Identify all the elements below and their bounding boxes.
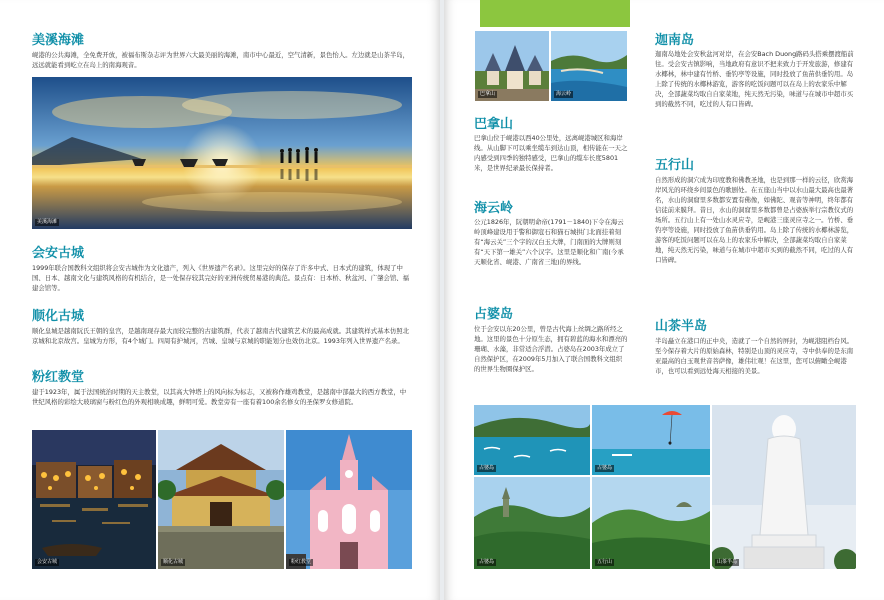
hai-van-pass-photo: [551, 31, 627, 101]
section-body-son-tra: 半岛矗立在港口的正中央，造就了一个自然的屏封，为岘港阻档台风。至今保存着大片的原始森林，特别是山顶的灵应寺，寺中供奉的是东南亚最高的白玉观世音菩萨像，雄伟壮观！在这里，您可以俯瞰全岘港市，也可以看到远处海天相接的美景。: [655, 337, 854, 375]
section-title-hoian: 会安古城: [32, 246, 85, 261]
section-body-meixi-beach: 岘港的公共海滩，全免费开放，被福布斯杂志评为世界六大最美丽的海滩，南市中心最近，空气清新，景色怡人。左边就是山茶半岛，远远就能看到屹立在岛上的南海观音。: [32, 51, 410, 69]
accent-bar: [480, 0, 630, 27]
section-title-cam-thanh: 迦南岛: [655, 33, 695, 48]
son-tra-caption: 山茶半岛: [717, 559, 738, 565]
meixi-beach-photo: [32, 77, 412, 229]
section-title-son-tra: 山茶半岛: [655, 319, 708, 334]
section-body-hue: 顺化皇城是越南阮氏王朝的皇宫，是越南现存最大而较完整的古建筑群，代表了越南古代建筑艺术的最高成就。其建筑样式基本仿照北京城和北京故宫。皇城为方形，有4个城门。四周有护城河，宫城、皇城与京城的职能划分也效仿北京。1993年列入世界遗产名录。: [32, 327, 410, 345]
section-title-pink-church: 粉红教堂: [32, 370, 85, 385]
section-body-cham-island: 位于会安以东20公里，曾是古代海上丝绸之路所经之地。这里的景色十分原生态，拥有碧蓝的海水和漂亮的珊瑚、水藻，非常适合浮潜。占婆岛在2003年成立了自然保护区，在2009年5月加入了联合国教科文组织的世界生物圈保护区。: [474, 325, 628, 373]
cham-island-photo-2: [592, 405, 710, 475]
bana-hills-caption: 巴拿山: [480, 91, 496, 97]
pink-church-photo: [286, 430, 412, 569]
section-body-hoian: 1999年联合国教科文组织将会安古城作为文化遗产，列入《世界遗产名录》。这里完好的保存了许多中式、日本式的建筑，体现了中国、日本、越南文化与建筑风格的有机结合，是一处保存较其完好的亚洲传统贸易港的典范。景点有：日本桥、秋盆河、广肇会馆、福建会馆等。: [32, 264, 410, 292]
section-title-hue: 顺化古城: [32, 309, 85, 324]
section-title-cham-island: 占婆岛: [474, 307, 514, 322]
meixi-beach-caption: 美溪海滩: [37, 219, 58, 225]
cham-island-photo-1: [474, 405, 590, 475]
cham-island-caption-3: 占婆岛: [479, 559, 495, 565]
section-body-cam-thanh: 迦南岛地处会安秋盆河对岸，在会安Bach Duong路码头搭乘摆渡船前往。受会安古镇影响，当地政府有意识不把来致力于开发旅游，修建有水椰林，林中建有竹桥、垂钓亭等设施，同时投放了鱼苗供垂钓用。岛上除了传统的水椰林游览，游客的吃饭问题可以在岛上的农家乐中解决，全部蔬菜均取自自家菜地，纯天然无污染，味道与在城市中超市买到的截然不同，吃过的人有口皆碑。: [655, 50, 854, 108]
section-title-hai-van-pass: 海云岭: [474, 201, 514, 216]
marble-mountains-caption: 五行山: [597, 559, 613, 565]
section-title-marble-mountains: 五行山: [655, 158, 695, 173]
section-body-bana-hills: 巴拿山位于岘港以西40公里处，远离岘港城区和海岸线。从山脚下可以乘坐缆车到达山顶，相传能在一天之内感受到四季的独特感受，巴拿山的缆车长度5801米，是世界纪录最长保持者。: [474, 134, 628, 172]
section-body-hai-van-pass: 公元1826年，阮朝明命帝(1791－1840)下令在海云岭顶峰建设用于警和御寇石和猫石城拱门北面挂着刻有“海云关”三个字的汉白玉大牌，门南面的大牌则刻有“天下第一雄关”六个汉字。这里是顺化和广南(今承天顺化省、岘港、广南省三地)的界线。: [474, 218, 624, 266]
hai-van-pass-caption: 海云岭: [556, 91, 572, 97]
hue-caption: 顺化古城: [163, 559, 184, 565]
bana-hills-photo: [475, 31, 549, 101]
hue-photo: [158, 430, 284, 569]
son-tra-statue-photo: [712, 405, 856, 569]
marble-mountains-photo: [592, 477, 710, 569]
hoian-photo: [32, 430, 156, 569]
hoian-caption: 会安古城: [37, 559, 58, 565]
section-title-meixi-beach: 美溪海滩: [32, 33, 85, 48]
cham-island-photo-3: [474, 477, 590, 569]
section-title-bana-hills: 巴拿山: [474, 117, 514, 132]
cham-island-caption-1: 占婆岛: [479, 465, 495, 471]
section-body-marble-mountains: 自然形成的洞穴成为印度教和佛教圣地，也是到那一样的云径，欣赏海岸风光的环绕乡间景色的歌剧处。在五座山当中以水山最大最高也最著名，水山的洞窟里多数都安置有佛像，如佛陀、观音等神明，终年都有信徒前来膜拜。昔日，水山的洞窟里多数都曾是占婆族举行宗教仪式的场所。五行山上有一处山水灵应寺，是岘港三座灵应寺之一。竹桥、垂钓亭等设施，同时投放了鱼苗供垂钓用。岛上除了传统的水椰林游览，游客的吃饭问题可以在岛上的农家乐中解决，全部蔬菜均取自自家菜地，纯天然无污染，味道与在城市中超市买到的截然不同，吃过的人有口皆碑。: [655, 176, 854, 264]
pink-church-caption: 粉红教堂: [291, 559, 312, 565]
left-page: [0, 0, 440, 600]
cham-island-caption-2: 占婆岛: [597, 465, 613, 471]
section-body-pink-church: 建于1923年，属于法国统治时期的天主教堂，以其高大钟塔上的风向标为标志，又被称作雄鸡教堂，是越南中部最大的西方教堂，中世纪风格的彩绘大玻璃窗与粉红色的外观相映成趣，鲜明可爱。教堂旁有一座有着100余名修女的圣保罗女修道院。: [32, 388, 407, 406]
right-page: [444, 0, 884, 600]
